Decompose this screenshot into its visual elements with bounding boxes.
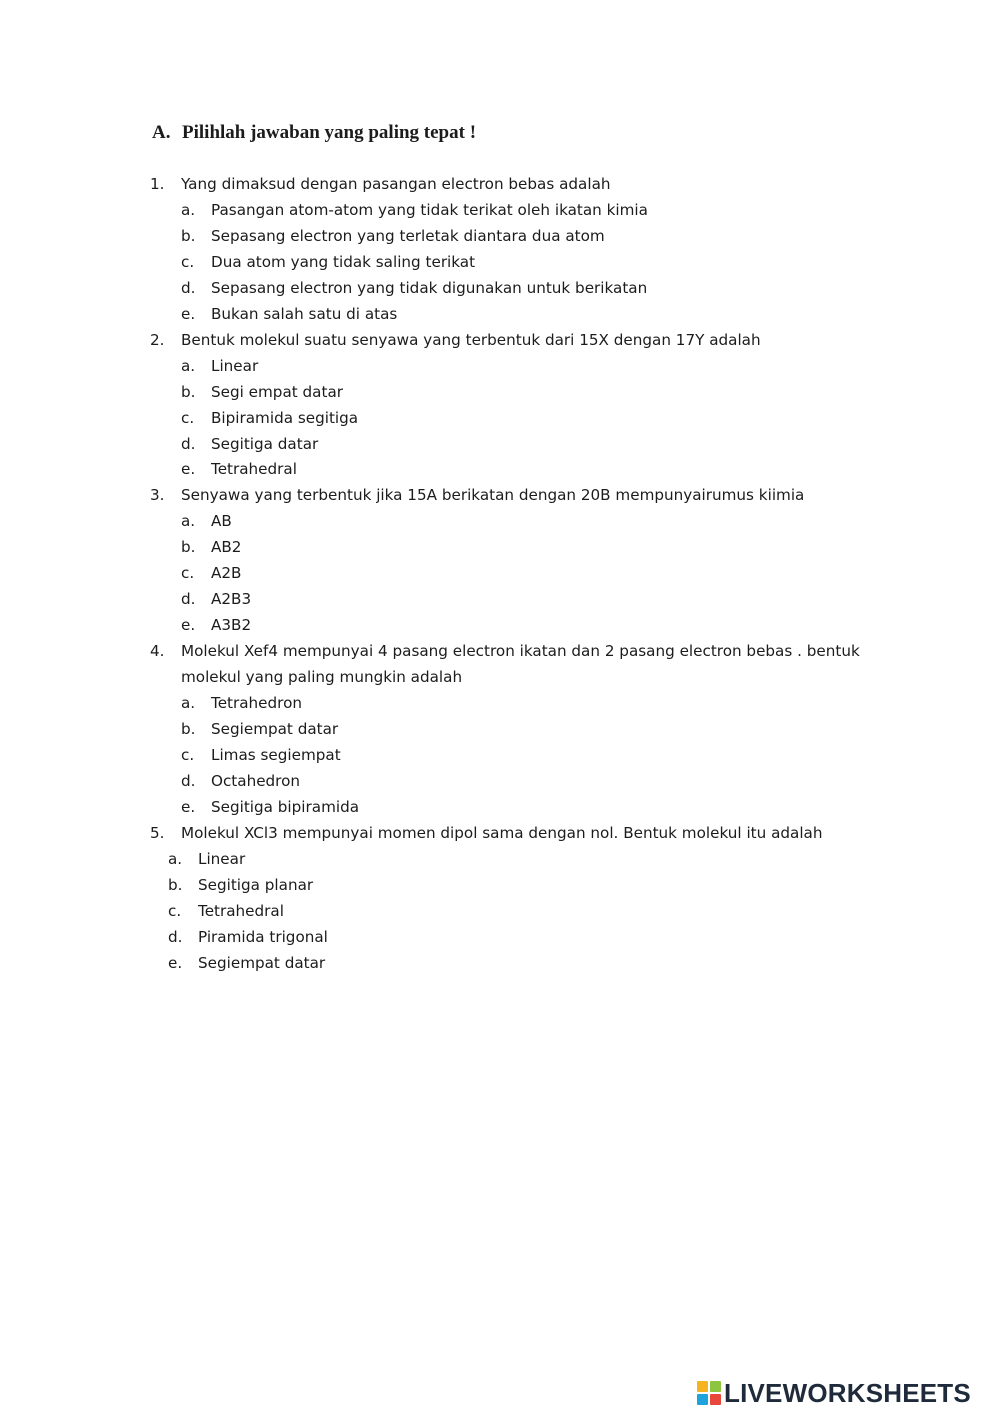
logo-tile-2 bbox=[710, 1381, 721, 1392]
option-5d[interactable] bbox=[0, 925, 1000, 951]
option-letter: d. bbox=[181, 434, 196, 453]
option-5b[interactable] bbox=[0, 873, 1000, 899]
option-text: AB2 bbox=[211, 538, 242, 557]
option-letter: e. bbox=[181, 460, 196, 479]
question-text-line-1: Molekul Xef4 mempunyai 4 pasang electron ikatan dan 2 pasang electron bebas . bentuk bbox=[181, 642, 860, 661]
option-text: Pasangan atom-atom yang tidak terikat oleh ikatan kimia bbox=[211, 200, 648, 219]
option-letter: b. bbox=[181, 538, 196, 557]
option-3d[interactable] bbox=[0, 587, 1000, 613]
option-5e[interactable] bbox=[0, 951, 1000, 977]
option-1e[interactable] bbox=[0, 302, 1000, 328]
option-letter: e. bbox=[181, 797, 196, 816]
question-text: Molekul XCl3 mempunyai momen dipol sama dengan nol. Bentuk molekul itu adalah bbox=[181, 823, 823, 842]
section-heading bbox=[152, 121, 476, 145]
option-letter: d. bbox=[181, 771, 196, 790]
question-3 bbox=[0, 483, 1000, 509]
option-5a[interactable] bbox=[0, 847, 1000, 873]
option-text: Segitiga bipiramida bbox=[211, 797, 360, 816]
option-3b[interactable] bbox=[0, 535, 1000, 561]
option-text: Tetrahedron bbox=[211, 694, 302, 713]
question-text: Bentuk molekul suatu senyawa yang terbentuk dari 15X dengan 17Y adalah bbox=[181, 330, 761, 349]
option-2d[interactable] bbox=[0, 432, 1000, 458]
option-4d[interactable] bbox=[0, 769, 1000, 795]
logo-text: LIVEWORKSHEETS bbox=[724, 1378, 971, 1408]
logo-tile-1 bbox=[697, 1381, 708, 1392]
option-letter: a. bbox=[168, 849, 183, 868]
question-list bbox=[0, 172, 1000, 977]
option-3a[interactable] bbox=[0, 509, 1000, 535]
option-1d[interactable] bbox=[0, 276, 1000, 302]
question-text: Senyawa yang terbentuk jika 15A berikatan dengan 20B mempunyairumus kiimia bbox=[181, 486, 805, 505]
option-3c[interactable] bbox=[0, 561, 1000, 587]
option-letter: b. bbox=[181, 226, 196, 245]
liveworksheets-logo bbox=[697, 1378, 971, 1408]
question-number: 1. bbox=[150, 175, 165, 193]
option-text: A2B3 bbox=[211, 590, 252, 609]
section-title: Pilihlah jawaban yang paling tepat ! bbox=[182, 122, 477, 143]
option-letter: c. bbox=[181, 408, 195, 427]
option-4b[interactable] bbox=[0, 717, 1000, 743]
question-text-line-2: molekul yang paling mungkin adalah bbox=[181, 668, 463, 687]
option-1b[interactable] bbox=[0, 224, 1000, 250]
option-letter: e. bbox=[181, 616, 196, 635]
question-5-options bbox=[0, 847, 1000, 977]
option-text: Linear bbox=[211, 356, 259, 375]
option-letter: a. bbox=[181, 512, 196, 531]
option-text: Segitiga planar bbox=[198, 875, 314, 894]
option-text: Segitiga datar bbox=[211, 434, 319, 453]
option-5c[interactable] bbox=[0, 899, 1000, 925]
option-text: Segiempat datar bbox=[211, 720, 339, 739]
option-text: Limas segiempat bbox=[211, 745, 341, 764]
question-1 bbox=[0, 172, 1000, 198]
option-2e[interactable] bbox=[0, 457, 1000, 483]
option-text: Tetrahedral bbox=[211, 460, 297, 479]
logo-tile-4 bbox=[710, 1394, 721, 1405]
option-text: Sepasang electron yang tidak digunakan untuk berikatan bbox=[211, 278, 648, 297]
option-letter: b. bbox=[181, 720, 196, 739]
option-text: Dua atom yang tidak saling terikat bbox=[211, 252, 476, 271]
option-letter: e. bbox=[168, 953, 183, 972]
question-number: 5. bbox=[150, 823, 165, 842]
option-letter: c. bbox=[181, 745, 195, 764]
option-text: Linear bbox=[198, 849, 246, 868]
option-letter: e. bbox=[181, 304, 196, 323]
option-letter: a. bbox=[181, 356, 196, 375]
question-2 bbox=[0, 328, 1000, 354]
option-text: AB bbox=[211, 512, 232, 531]
question-number: 2. bbox=[150, 330, 165, 349]
option-text: Sepasang electron yang terletak diantara dua atom bbox=[211, 226, 605, 245]
question-4-continued bbox=[0, 665, 1000, 691]
option-4c[interactable] bbox=[0, 743, 1000, 769]
option-letter: d. bbox=[181, 590, 196, 609]
option-text: Bipiramida segitiga bbox=[211, 408, 359, 427]
option-1c[interactable] bbox=[0, 250, 1000, 276]
logo-tile-3 bbox=[697, 1394, 708, 1405]
question-4 bbox=[0, 639, 1000, 665]
option-text: Octahedron bbox=[211, 771, 301, 790]
option-4a[interactable] bbox=[0, 691, 1000, 717]
option-letter: b. bbox=[168, 875, 183, 894]
option-text: Tetrahedral bbox=[198, 901, 284, 920]
option-1a[interactable] bbox=[0, 198, 1000, 224]
option-text: Piramida trigonal bbox=[198, 927, 328, 946]
option-text: Bukan salah satu di atas bbox=[211, 304, 398, 323]
option-text: Segiempat datar bbox=[198, 953, 326, 972]
option-text: Segi empat datar bbox=[211, 382, 343, 401]
option-3e[interactable] bbox=[0, 613, 1000, 639]
option-letter: c. bbox=[181, 564, 195, 583]
option-letter: c. bbox=[168, 901, 182, 920]
option-letter: b. bbox=[181, 382, 196, 401]
option-4e[interactable] bbox=[0, 795, 1000, 821]
option-2b[interactable] bbox=[0, 380, 1000, 406]
question-number: 3. bbox=[150, 486, 165, 505]
question-number: 4. bbox=[150, 642, 165, 661]
option-letter: d. bbox=[181, 278, 196, 297]
option-2a[interactable] bbox=[0, 354, 1000, 380]
option-2c[interactable] bbox=[0, 406, 1000, 432]
option-text: A2B bbox=[211, 564, 242, 583]
option-text: A3B2 bbox=[211, 616, 252, 635]
option-letter: d. bbox=[168, 927, 183, 946]
option-letter: c. bbox=[181, 252, 195, 271]
option-letter: a. bbox=[181, 694, 196, 713]
question-5 bbox=[0, 821, 1000, 847]
question-text: Yang dimaksud dengan pasangan electron bebas adalah bbox=[181, 175, 611, 193]
section-letter: A. bbox=[152, 122, 171, 143]
liveworksheets-tiles-icon bbox=[697, 1381, 721, 1405]
option-letter: a. bbox=[181, 200, 196, 219]
